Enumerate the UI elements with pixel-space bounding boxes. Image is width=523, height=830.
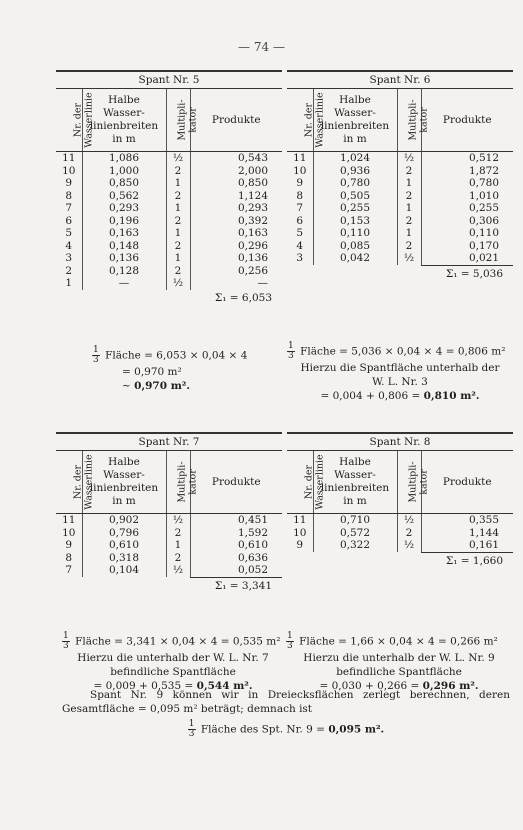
cell-multiplier: 1: [166, 539, 190, 552]
cell-waterline: 6: [65, 214, 73, 227]
cell-product: 1,872: [421, 165, 513, 178]
table-row: [56, 564, 282, 577]
header-products: Produkte: [190, 89, 282, 152]
header-multiplier: Multipli- kator: [166, 89, 190, 152]
header-waterline-nr: Nr. der Wasserlinie: [287, 89, 313, 152]
cell-waterline: 10: [62, 164, 76, 177]
formula-spant-7: [62, 632, 284, 693]
area-calculation: Fläche = 5,036 × 0,04 × 4 = 0,806 m²: [300, 345, 506, 358]
cell-multiplier: 1: [166, 252, 190, 265]
cell-waterline: 11: [293, 514, 307, 526]
cell-waterline: 7: [65, 202, 73, 214]
cell-waterline: 2: [65, 264, 73, 277]
cell-waterline: 9: [296, 177, 304, 189]
cell-waterline: 5: [65, 227, 73, 239]
spant-title: Spant Nr. 6: [287, 70, 513, 88]
cell-multiplier: 2: [166, 240, 190, 253]
addition-note-line2: befindliche Spantfläche: [110, 666, 236, 678]
fraction-one-third: $\frac{1}{3}$: [288, 341, 294, 361]
area-final: 0,296 m².: [422, 680, 479, 692]
table-row: [287, 152, 513, 165]
area-final: 0,544 m².: [196, 680, 253, 692]
table-row: [56, 552, 282, 565]
cell-multiplier: ½: [397, 252, 421, 265]
table-row: [287, 190, 513, 203]
cell-waterline: 7: [296, 202, 304, 214]
cell-multiplier: 2: [397, 527, 421, 540]
addition-note-line2: W. L. Nr. 3: [372, 376, 428, 388]
cell-product: 0,256: [190, 265, 282, 278]
cell-multiplier: 2: [166, 265, 190, 278]
cell-product: 0,110: [421, 227, 513, 240]
table-row: [56, 152, 282, 165]
formula-spant-5: [92, 346, 282, 393]
header-multiplier: Multipli- kator: [397, 89, 421, 152]
cell-multiplier: 2: [397, 215, 421, 228]
cell-multiplier: ½: [166, 514, 190, 527]
cell-width: 0,936: [313, 165, 397, 178]
cell-waterline: 7: [65, 564, 73, 577]
cell-width: 0,318: [82, 552, 166, 565]
cell-product: 0,636: [190, 552, 282, 565]
cell-multiplier: 2: [397, 240, 421, 253]
header-products: Produkte: [190, 451, 282, 514]
cell-waterline: 9: [65, 177, 73, 189]
header-products: Produkte: [421, 451, 513, 514]
spant-table: [56, 88, 282, 290]
addition-note: Hierzu die unterhalb der W. L. Nr. 7: [77, 652, 269, 664]
cell-product: 0,543: [190, 152, 282, 165]
spant-title: Spant Nr. 8: [287, 432, 513, 450]
addition-note: Hierzu die unterhalb der W. L. Nr. 9: [303, 652, 495, 664]
cell-product: 0,355: [421, 514, 513, 527]
area-calculation: Fläche = 6,053 × 0,04 × 4: [105, 349, 248, 362]
cell-multiplier: 2: [397, 165, 421, 178]
cell-waterline: 1: [65, 277, 73, 289]
cell-multiplier: 1: [397, 202, 421, 215]
fraction-one-third: $\frac{1}{3}$: [63, 631, 69, 651]
sum-total: Σ₁ = 1,660: [445, 554, 503, 567]
cell-multiplier: ½: [397, 539, 421, 552]
spant-6-block: [287, 70, 513, 280]
header-half-widths: Halbe Wasser- linienbreiten in m: [313, 451, 397, 514]
cell-multiplier: 1: [166, 227, 190, 240]
cell-width: 0,110: [313, 227, 397, 240]
cell-waterline: 11: [62, 152, 76, 164]
table-row: [287, 514, 513, 527]
table-row: [56, 190, 282, 203]
table-row: [56, 177, 282, 190]
table-row: [56, 265, 282, 278]
cell-width: 0,710: [313, 514, 397, 527]
cell-width: 0,610: [82, 539, 166, 552]
cell-width: 0,902: [82, 514, 166, 527]
cell-multiplier: 1: [166, 202, 190, 215]
spant-table: [287, 450, 513, 553]
table-row: [56, 277, 282, 290]
cell-multiplier: ½: [397, 514, 421, 527]
table-row: [287, 215, 513, 228]
cell-waterline: 8: [65, 551, 73, 564]
sum-expression: = 0,030 + 0,266 =: [319, 680, 420, 692]
cell-waterline: 10: [62, 526, 76, 539]
cell-product: 0,850: [190, 177, 282, 190]
cell-multiplier: 2: [166, 190, 190, 203]
table-row: [287, 539, 513, 552]
table-row: [56, 539, 282, 552]
closing-paragraph: [62, 688, 510, 739]
table-row: [287, 165, 513, 178]
table-row: [56, 252, 282, 265]
spant-table: [287, 88, 513, 266]
cell-waterline: 10: [293, 164, 307, 177]
header-waterline-nr: Nr. der Wasserlinie: [56, 451, 82, 514]
table-header-row: [287, 451, 513, 514]
header-multiplier: Multipli- kator: [166, 451, 190, 514]
table-row: [287, 202, 513, 215]
cell-waterline: 5: [296, 227, 304, 239]
cell-width: 1,024: [313, 152, 397, 165]
cell-waterline: 8: [65, 189, 73, 202]
spant-table: [56, 450, 282, 578]
cell-width: 0,572: [313, 527, 397, 540]
spant-title: Spant Nr. 7: [56, 432, 282, 450]
area-calculation: Fläche = 1,66 × 0,04 × 4 = 0,266 m²: [299, 635, 498, 648]
approx-sign: ∼: [122, 380, 131, 392]
addition-note-line2: befindliche Spantfläche: [336, 666, 462, 678]
table-header-row: [287, 89, 513, 152]
cell-multiplier: ½: [166, 277, 190, 290]
cell-waterline: 9: [65, 539, 73, 551]
cell-product: 1,124: [190, 190, 282, 203]
fraction-one-third: $\frac{1}{3}$: [287, 631, 293, 651]
spant-title: Spant Nr. 5: [56, 70, 282, 88]
cell-product: 1,010: [421, 190, 513, 203]
cell-multiplier: ½: [166, 152, 190, 165]
header-half-widths: Halbe Wasser- linienbreiten in m: [82, 451, 166, 514]
cell-multiplier: 2: [166, 165, 190, 178]
fraction-one-third: $\frac{1}{3}$: [93, 345, 99, 365]
cell-waterline: 3: [65, 252, 73, 264]
table-row: [287, 252, 513, 265]
cell-width: 0,562: [82, 190, 166, 203]
cell-waterline: 6: [296, 214, 304, 227]
header-multiplier: Multipli- kator: [397, 451, 421, 514]
cell-multiplier: ½: [397, 152, 421, 165]
cell-multiplier: 1: [397, 227, 421, 240]
area-final: 0,095 m².: [328, 723, 385, 736]
table-header-row: [56, 89, 282, 152]
cell-width: 0,128: [82, 265, 166, 278]
table-row: [287, 527, 513, 540]
cell-multiplier: 2: [166, 215, 190, 228]
cell-product: 0,161: [421, 539, 513, 552]
spant-5-block: [56, 70, 282, 304]
cell-waterline: 9: [296, 539, 304, 552]
cell-multiplier: 2: [166, 552, 190, 565]
cell-product: 0,392: [190, 215, 282, 228]
cell-waterline: 3: [296, 252, 304, 265]
cell-product: 0,136: [190, 252, 282, 265]
cell-product: 0,021: [421, 252, 513, 265]
cell-width: 0,136: [82, 252, 166, 265]
cell-multiplier: 1: [397, 177, 421, 190]
cell-width: 0,293: [82, 202, 166, 215]
cell-product: 0,255: [421, 202, 513, 215]
cell-width: 1,086: [82, 152, 166, 165]
cell-width: 0,780: [313, 177, 397, 190]
formula-spant-8: [286, 632, 512, 693]
cell-width: 0,196: [82, 215, 166, 228]
cell-waterline: 11: [62, 514, 76, 526]
cell-product: 1,592: [190, 527, 282, 540]
cell-waterline: 10: [293, 526, 307, 539]
table-row: [56, 202, 282, 215]
sum-total: Σ₁ = 3,341: [214, 579, 272, 592]
table-row: [287, 227, 513, 240]
cell-width: 0,153: [313, 215, 397, 228]
cell-product: 0,512: [421, 152, 513, 165]
cell-product: 0,296: [190, 240, 282, 253]
cell-multiplier: 1: [166, 177, 190, 190]
area-calculation: Fläche = 3,341 × 0,04 × 4 = 0,535 m²: [75, 635, 281, 648]
cell-width: 1,000: [82, 165, 166, 178]
paragraph-formula: [62, 720, 510, 739]
sum-total: Σ₁ = 6,053: [214, 291, 272, 304]
table-row: [287, 177, 513, 190]
cell-product: 0,780: [421, 177, 513, 190]
cell-waterline: 4: [65, 239, 73, 252]
cell-product: 0,170: [421, 240, 513, 253]
cell-waterline: 4: [296, 239, 304, 252]
table-row: [56, 514, 282, 527]
area-result: = 0,970 m²: [122, 366, 182, 378]
table-row: [56, 227, 282, 240]
cell-product: 0,451: [190, 514, 282, 527]
area-final: 0,970 m².: [134, 380, 191, 392]
cell-multiplier: 2: [397, 190, 421, 203]
spant-8-block: [287, 432, 513, 567]
cell-product: —: [190, 277, 282, 290]
spant-7-block: [56, 432, 282, 592]
sum-expression: = 0,004 + 0,806 =: [320, 390, 421, 402]
cell-width: 0,163: [82, 227, 166, 240]
cell-width: 0,850: [82, 177, 166, 190]
cell-width: 0,085: [313, 240, 397, 253]
table-row: [56, 527, 282, 540]
header-waterline-nr: Nr. der Wasserlinie: [287, 451, 313, 514]
cell-width: 0,148: [82, 240, 166, 253]
header-half-widths: Halbe Wasser- linienbreiten in m: [313, 89, 397, 152]
table-row: [56, 215, 282, 228]
cell-product: 0,163: [190, 227, 282, 240]
formula-text: Fläche des Spt. Nr. 9 =: [200, 723, 325, 736]
formula-spant-6: [287, 342, 513, 403]
addition-note: Hierzu die Spantfläche unterhalb der: [300, 362, 500, 374]
sum-expression: = 0,009 + 0,535 =: [93, 680, 194, 692]
cell-product: 2,000: [190, 165, 282, 178]
cell-width: 0,104: [82, 564, 166, 577]
page-number: — 74 —: [238, 40, 285, 54]
table-header-row: [56, 451, 282, 514]
fraction-one-third: $\frac{1}{3}$: [188, 719, 195, 739]
table-row: [56, 165, 282, 178]
area-final: 0,810 m².: [423, 390, 480, 402]
cell-product: 0,052: [190, 564, 282, 577]
cell-width: 0,255: [313, 202, 397, 215]
cell-product: 0,610: [190, 539, 282, 552]
table-row: [56, 240, 282, 253]
cell-width: 0,322: [313, 539, 397, 552]
header-products: Produkte: [421, 89, 513, 152]
cell-waterline: 11: [293, 152, 307, 164]
cell-product: 0,306: [421, 215, 513, 228]
sum-total: Σ₁ = 5,036: [445, 267, 503, 280]
table-row: [287, 240, 513, 253]
cell-width: 0,796: [82, 527, 166, 540]
cell-multiplier: ½: [166, 564, 190, 577]
paragraph-text: Spant Nr. 9 können wir in Dreiecksflächen zerlegt berechnen, deren Gesamtfläche = 0,095 m² beträgt; demnach ist: [62, 689, 510, 715]
header-waterline-nr: Nr. der Wasserlinie: [56, 89, 82, 152]
header-half-widths: Halbe Wasser- linienbreiten in m: [82, 89, 166, 152]
cell-multiplier: 2: [166, 527, 190, 540]
cell-width: —: [82, 277, 166, 290]
cell-product: 1,144: [421, 527, 513, 540]
cell-product: 0,293: [190, 202, 282, 215]
cell-width: 0,505: [313, 190, 397, 203]
cell-width: 0,042: [313, 252, 397, 265]
cell-waterline: 8: [296, 189, 304, 202]
